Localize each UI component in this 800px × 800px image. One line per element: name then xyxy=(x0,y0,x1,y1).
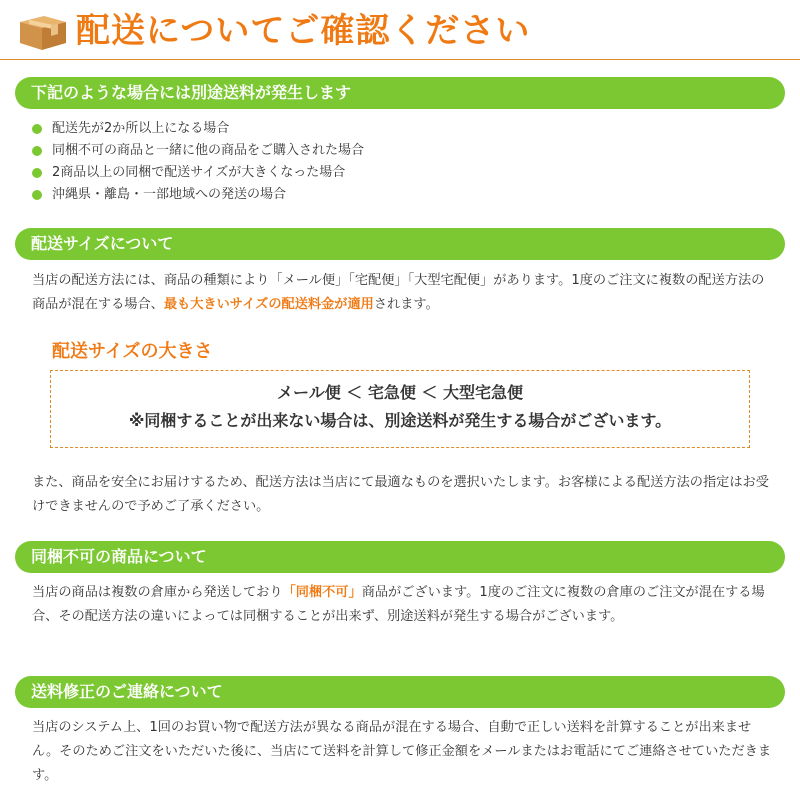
section-heading-no-bundle: 同梱不可の商品について xyxy=(15,541,785,573)
list-item: 同梱不可の商品と一緒に他の商品をご購入された場合 xyxy=(32,140,364,162)
page-title: 配送についてご確認ください xyxy=(76,11,531,51)
section-heading-shipping-size: 配送サイズについて xyxy=(15,228,785,260)
size-comparison-box xyxy=(50,370,750,448)
size-note-text: ※同梱することが出来ない場合は、別途送料が発生する場合がございます。 xyxy=(128,411,672,430)
section-heading-correction: 送料修正のご連絡について xyxy=(15,676,785,708)
bullet-dot-icon xyxy=(32,168,42,178)
bullet-dot-icon xyxy=(32,146,42,156)
list-item: 沖縄県・離島・一部地域への発送の場合 xyxy=(32,184,364,206)
no-bundle-paragraph: 当店の商品は複数の倉庫から発送しており「同梱不可」商品がございます。1度のご注文に複数の倉庫のご注文が混在する場合、その配送方法の違いによっては同梱することが出来ず、別途送料が発生する場合がございます。 xyxy=(32,585,765,624)
page-header xyxy=(0,0,800,60)
list-item: 配送先が2か所以上になる場合 xyxy=(32,118,364,140)
size-order-text: メール便 ＜ 宅急便 ＜ 大型宅急便 xyxy=(277,383,523,402)
section-heading-extra-fee: 下記のような場合には別途送料が発生します xyxy=(15,77,785,109)
shipping-method-paragraph: また、商品を安全にお届けするため、配送方法は当店にて最適なものを選択いたします。お客様による配送方法の指定はお受けできませんので予めご了承ください。 xyxy=(32,475,769,514)
cardboard-box-icon xyxy=(18,12,68,52)
list-item: 2商品以上の同梱で配送サイズが大きくなった場合 xyxy=(32,162,364,184)
highlight-text: 最も大きいサイズの配送料金が適用 xyxy=(163,297,374,312)
shipping-size-paragraph: 当店の配送方法には、商品の種類により「メール便」「宅配便」「大型宅配便」があります。1度のご注文に複数の配送方法の商品が混在する場合、最も大きいサイズの配送料金が適用されます。 xyxy=(32,273,765,312)
highlight-text: 「同梱不可」 xyxy=(282,585,362,600)
correction-paragraph: 当店のシステム上、1回のお買い物で配送方法が異なる商品が混在する場合、自動で正しい送料を計算することが出来ません。そのためご注文をいただいた後に、当店にて送料を計算して修正金額をメールまたはお電話にてご連絡させていただきます。 xyxy=(32,720,772,783)
extra-fee-list xyxy=(32,118,364,206)
shipping-size-subheading: 配送サイズの大きさ xyxy=(52,341,213,362)
bullet-dot-icon xyxy=(32,190,42,200)
bullet-dot-icon xyxy=(32,124,42,134)
